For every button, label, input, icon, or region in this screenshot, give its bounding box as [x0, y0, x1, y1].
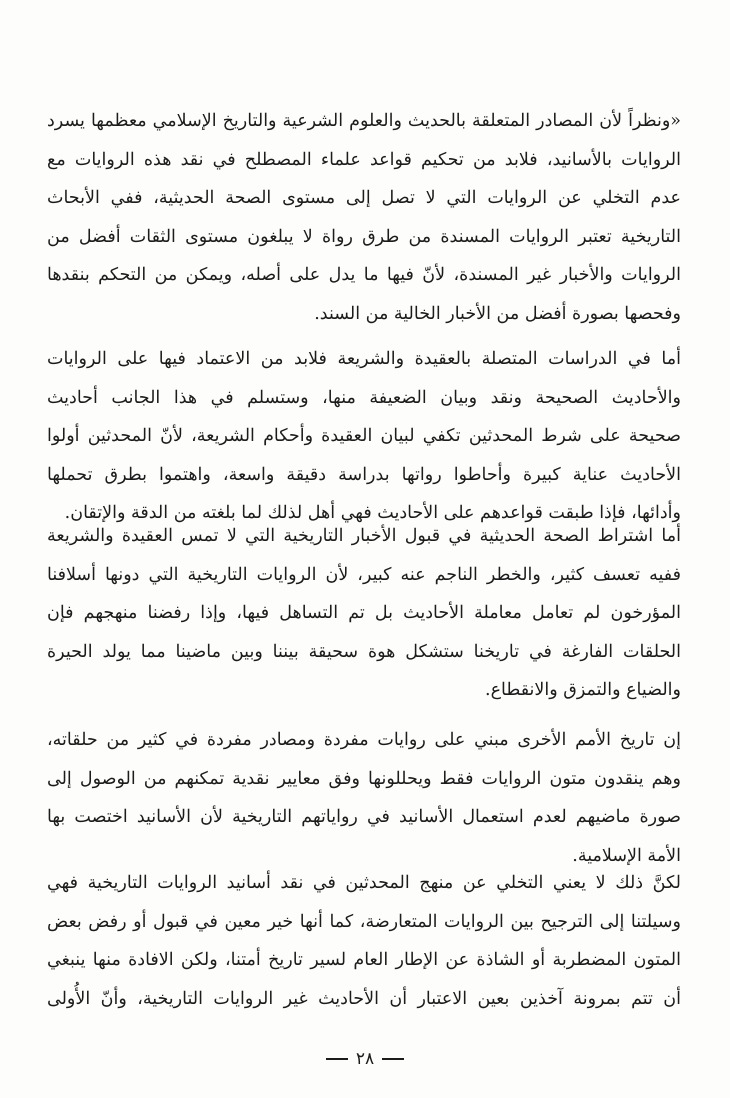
paragraph-3: [47, 517, 681, 710]
paragraph-line: لكنَّ ذلك لا يعني التخلي عن منهج المحدثين في نقد أسانيد الروايات التاريخية فهي: [47, 873, 681, 893]
paragraph-line: ففيه تعسف كثير، والخطر الناجم عنه كبير، لأن الروايات التاريخية التي دونها أسلافنا: [47, 564, 681, 585]
paragraph-line: الأحاديث عناية كبيرة وأحاطوا رواتها بدراسة دقيقة واسعة، واهتموا بطرق تحملها: [47, 464, 681, 485]
paragraph-line: وهم ينقدون متون الروايات فقط ويحللونها وفق معايير نقدية تمكنهم من الوصول إلى: [47, 768, 681, 789]
paragraph-line: أما اشتراط الصحة الحديثية في قبول الأخبار التاريخية التي لا تمس العقيدة والشريعة: [47, 526, 681, 546]
paragraph-line: إن تاريخ الأمم الأخرى مبني على روايات مفردة ومصادر مفردة في كثير من حلقاته،: [47, 730, 681, 750]
paragraph-line: وسيلتنا إلى الترجيح بين الروايات المتعارضة، كما أنها خير معين في قبول أو رفض بعض: [47, 911, 681, 932]
paragraph-line: عدم التخلي عن الروايات التي لا تصل إلى مستوى الصحة الحديثية، ففي الأبحاث: [47, 188, 681, 209]
paragraph-line: صورة ماضيهم لعدم استعمال الأسانيد في رواياتهم التاريخية لأن الأسانيد اختصت بها: [47, 807, 681, 828]
paragraph-line: الحلقات الفارغة في تاريخنا ستشكل هوة سحيقة بيننا وبين ماضينا مما يولد الحيرة: [47, 641, 681, 662]
paragraph-line: المتون المضطربة أو الشاذة عن الإطار العام لسير تاريخ أمتنا، ولكن الافادة منها ينبغي: [47, 950, 681, 971]
paragraph-line: الروايات والأخبار غير المسندة، لأنّ فيها ما يدل على أصله، ويمكن من التحكم بنقدها: [47, 265, 681, 286]
dash-ornament: [382, 1058, 404, 1060]
paragraph-line: أما في الدراسات المتصلة بالعقيدة والشريعة فلابد من الاعتماد فيها على الروايات: [47, 349, 681, 369]
paragraph-2: [47, 340, 681, 533]
dash-ornament: [326, 1058, 348, 1060]
paragraph-line: والأحاديث الصحيحة ونقد وبيان الضعيفة منها، وستسلم في هذا الجانب أحاديث: [47, 387, 681, 408]
paragraph-line: والضياع والتمزق والانقطاع.: [485, 680, 681, 701]
paragraph-line: الروايات بالأسانيد، فلابد من تحكيم قواعد علماء المصطلح في نقد هذه الروايات مع: [47, 149, 681, 170]
paragraph-line: «ونظراً لأن المصادر المتعلقة بالحديث والعلوم الشرعية والتاريخ الإسلامي معظمها يسرد: [47, 111, 681, 131]
paragraph-line: أن تتم بمرونة آخذين بعين الاعتبار أن الأحاديث غير الروايات التاريخية، وأنّ الأُولى: [47, 988, 681, 1009]
paragraph-1: [47, 102, 681, 334]
paragraph-4: [47, 721, 681, 875]
paragraph-line: صحيحة على شرط المحدثين تكفي لبيان العقيدة وأحكام الشريعة، لأنّ المحدثين أولوا: [47, 426, 681, 447]
paragraph-line: وأدائها، فإذا طبقت قواعدهم على الأحاديث فهي أهل لذلك لما بلغته من الدقة والإتقان.: [64, 503, 681, 524]
paragraph-line: التاريخية تعتبر الروايات المسندة من طرق رواة لا يبلغون مستوى الثقات أفضل من: [47, 226, 681, 247]
page-number: ٢٨: [355, 1048, 375, 1069]
paragraph-5: [47, 864, 681, 1018]
paragraph-line: وفحصها بصورة أفضل من الأخبار الخالية من السند.: [314, 303, 681, 324]
paragraph-line: الأمة الإسلامية.: [572, 845, 681, 866]
paragraph-line: المؤرخون لم تعامل معاملة الأحاديث بل تم التساهل فيها، وإذا رفضنا منهجهم فإن: [47, 603, 681, 624]
page-footer: [0, 1048, 730, 1069]
